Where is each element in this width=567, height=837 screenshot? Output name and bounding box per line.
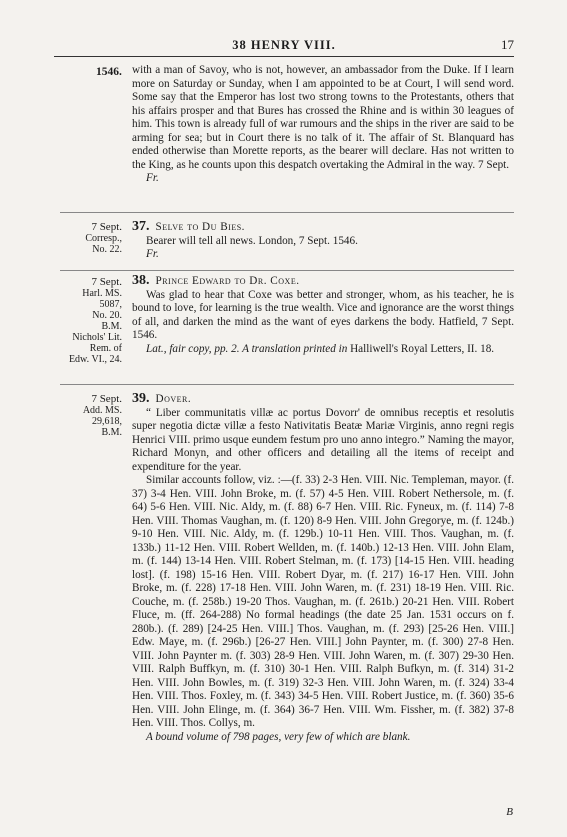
entry-38-ref-2: No. 20. bbox=[92, 310, 122, 321]
continuation-text-block bbox=[132, 64, 514, 186]
entry-38-body: Was glad to hear that Coxe was better and stronger, whom, as his teacher, he is bound to love, for learning is the true wealth. Vice and ignorance are the worst things of all, and darken the mind as the want of eyes darkens the body. Hatfield, 7 Sept. 1546. bbox=[132, 288, 514, 341]
entry-37-number: 37. bbox=[132, 219, 150, 234]
entry-39-accounts: Similar accounts follow, viz. :—(f. 33) 2-3 Hen. VIII. Nic. Templeman, mayor. (f. 37) 3-4 Hen. VIII. John Broke, m. (f. 57) 4-5 Hen. VIII. Robert Nethersole, m. (f. 64) 5-6 Hen. VIII. Nic. Aldy, m. (f. 88) 6-7 Hen. VIII. Ric. Fyneux, m. (f. 114) 7-8 Hen. VIII. Thomas Vaughan, m. (f. 120) 8-9 Hen. VIII. John Gregorye, m. (f. 124b.) 9-10 Hen. VIII. Nic. Aldy, m. (f. 129b.) 10-11 Hen. VIII. Thos. Vaughan, m. (f. 133b.) 11-12 Hen. VIII. Robert Wellden, m. (f. 140b.) 12-13 Hen. VIII. John Elam, m. (f. 144) 13-14 Hen. VIII. Robert Stelman, m. (f. 173) [14-15 Hen. VIII. heading lost]. (f. 198) 15-16 Hen. VIII. Robert Dyar, m. (f. 217) 16-17 Hen. VIII. John Broke, m. (f. 228) 17-18 Hen. VIII. John Waren, m. (f. 231) 18-19 Hen. VIII. Ric. Couche, m. (f. 258b.) 19-20 Thos. Vaughan, m. (f. 261b.) 20-21 Hen. VIII. Robert Fluce, m. (ff. 264-288) No formal headings (the date 25 Jan. 1531 occurs on f. 280b.). (f. 289) [24-25 Hen. VIII.] Thos. Vaughan, m. (f. 293) [25-26 Hen. VIII.] Edw. Maye, m. (f. 296b.) [26-27 Hen. VIII.] John Paynter, m. (f. 300) 27-8 Hen. VIII. John Paynter m. (f. 303) 28-9 Hen. VIII. John Waren, m. (f. 307) 29-30 Hen. VIII. Ralph Buffkyn, m. (f. 310) 30-1 Hen. VIII. Ralph Bufkyn, m. (f. 314) 31-2 Hen. VIII. John Bowles, m. (f. 319) 32-3 Hen. VIII. John Waren, m. (f. 324) 33-4 Hen. VIII. Thos. Foxley, m. (f. 343) 34-5 Hen. VIII. Robert Justice, m. (f. 360) 35-6 Hen. VIII. John Elinge, m. (f. 364) 36-7 Hen. VIII. Wm. Fissher, m. (f. 382) 37-8 Hen. VIII. Thos. Collys, m. bbox=[132, 474, 514, 729]
entry-divider bbox=[60, 270, 514, 271]
entry-38-note bbox=[132, 343, 514, 357]
running-header bbox=[54, 36, 514, 57]
entry-39-ref-3: B.M. bbox=[101, 427, 122, 438]
entry-38-title: Prince Edward to Dr. Coxe. bbox=[155, 275, 300, 287]
entry-37-ref-1: Corresp., bbox=[85, 233, 122, 244]
entry-38-ref-1: Harl. MS. 5087, bbox=[82, 288, 122, 310]
entry-39-ref-2: 29,618, bbox=[92, 416, 122, 427]
continuation-language: Fr. bbox=[146, 172, 159, 184]
running-title: 38 HENRY VIII. bbox=[232, 38, 336, 52]
entry-39-note: A bound volume of 798 pages, very few of which are blank. bbox=[146, 730, 411, 743]
entry-37-language: Fr. bbox=[146, 248, 159, 260]
entry-37-title: Selve to Du Bies. bbox=[155, 221, 245, 233]
entry-38-ref-3: B.M. bbox=[101, 321, 122, 332]
entry-37-ref-2: No. 22. bbox=[92, 244, 122, 255]
entry-39-margin bbox=[60, 394, 122, 438]
entry-37-date: 7 Sept. bbox=[91, 221, 122, 233]
continuation-text: with a man of Savoy, who is not, however, an ambassador from the Duke. If I learn more on Saturday or Sunday, when I am appointed to be at Court, I will send word. Some say that the Emperor has lost two strong towns to the Protestants, others that his affairs prosper and that Bures has crossed the Rhine and is within 30 leagues of him. This town is already full of war rumours and the ships in the river are said to be arming for sea; but in Court there is no talk of it. The affair of St. Blanquard has ended otherwise than Morette reports, as the bearer will declare. Has not written to the King, as he counts upon this despatch overtaking the Admiral in the way. 7 Sept. bbox=[132, 64, 514, 171]
entry-38-date: 7 Sept. bbox=[91, 276, 122, 288]
entry-divider bbox=[60, 384, 514, 385]
entry-37-margin bbox=[60, 222, 122, 255]
entry-38-note-roman: Halliwell's Royal Letters, II. 18. bbox=[347, 342, 495, 355]
signature-mark: B bbox=[506, 806, 513, 818]
entry-37 bbox=[132, 220, 514, 262]
entry-38-margin bbox=[60, 277, 122, 365]
entry-39-title: Dover. bbox=[155, 393, 192, 405]
entry-divider bbox=[60, 212, 514, 213]
entry-37-body: Bearer will tell all news. London, 7 Sept. 1546. bbox=[146, 234, 358, 247]
entry-38-ref-6: Edw. VI., 24. bbox=[68, 354, 122, 365]
entry-39-date: 7 Sept. bbox=[91, 393, 122, 405]
entry-38 bbox=[132, 274, 514, 356]
entry-38-number: 38. bbox=[132, 273, 150, 288]
entry-38-note-italic: Lat., fair copy, pp. 2. A translation printed in bbox=[146, 342, 348, 355]
entry-39-number: 39. bbox=[132, 391, 150, 406]
entry-38-ref-4: Nichols' Lit. bbox=[72, 332, 122, 343]
entry-39-ref-1: Add. MS. bbox=[82, 405, 122, 416]
page-number: 17 bbox=[501, 37, 514, 52]
entry-39-body: “ Liber communitatis villæ ac portus Dovorr' de omnibus receptis et resolutis super negotia dictæ villæ a festo Nativitatis Beatæ Mariæ Virginis, anno regni regis Henrici VIII. primo usque eundem festum pro uno anno integro.” Naming the mayor, Richard Monyn, and other officers and detailing all the items of receipt and expenditure for the year. bbox=[132, 406, 514, 473]
entry-38-ref-5: Rem. of bbox=[89, 343, 122, 354]
entry-39 bbox=[132, 392, 514, 744]
margin-year: 1546. bbox=[96, 66, 122, 78]
